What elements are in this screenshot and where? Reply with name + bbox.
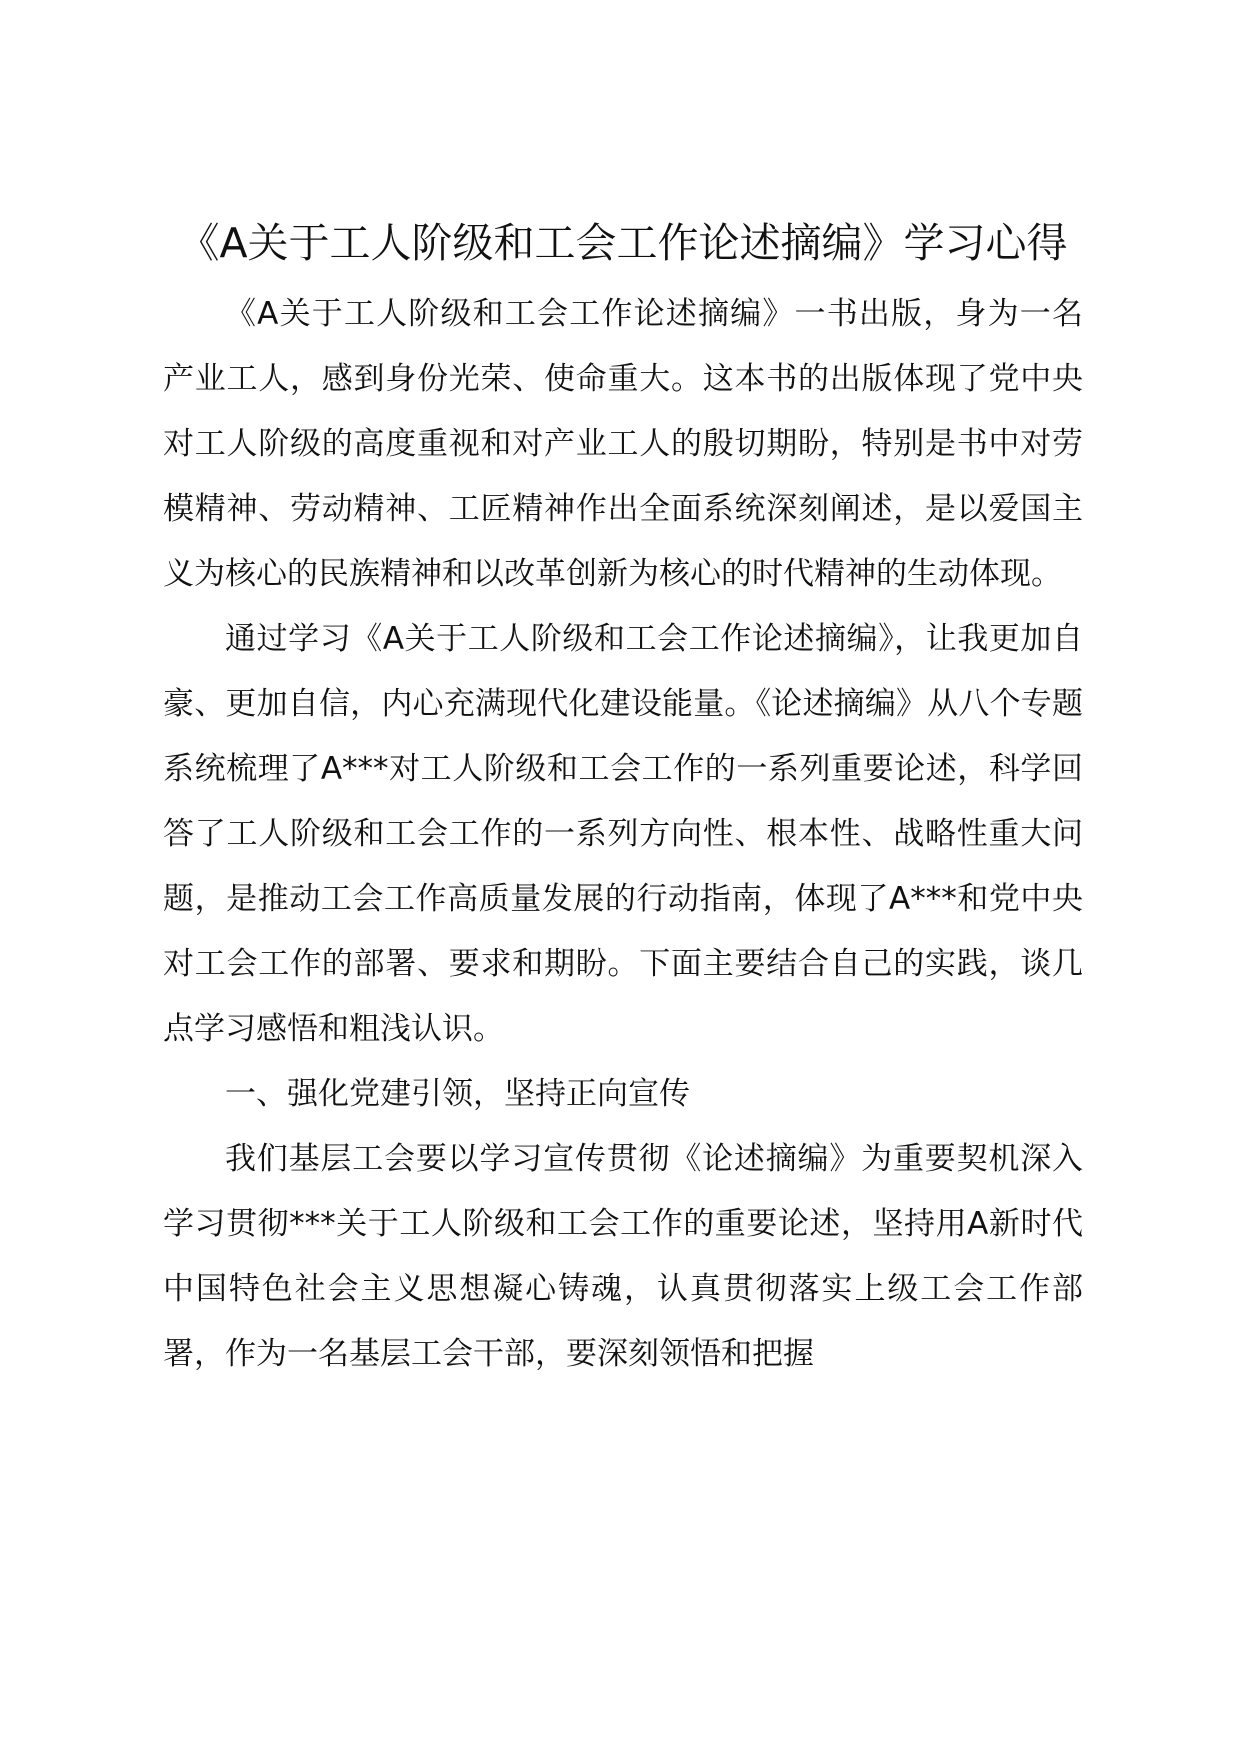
paragraph-study: 通过学习《A关于工人阶级和工会工作论述摘编》，让我更加自豪、更加自信，内心充满现代化建设能量。《论述摘编》从八个专题系统梳理了A***对工人阶级和工会工作的一系列重要论述，科学回答了工人阶级和工会工作的一系列方向性、根本性、战略性重大问题，是推动工会工作高质量发展的行动指南，体现了A***和党中央对工会工作的部署、要求和期盼。下面主要结合自己的实践，谈几点学习感悟和粗浅认识。: [163, 621, 1083, 1047]
document-title: 《A关于工人阶级和工会工作论述摘编》学习心得: [178, 219, 1068, 267]
paragraph-intro: 《A关于工人阶级和工会工作论述摘编》一书出版，身为一名产业工人，感到身份光荣、使命重大。这本书的出版体现了党中央对工人阶级的高度重视和对产业工人的殷切期盼，特别是书中对劳模精神、劳动精神、工匠精神作出全面系统深刻阐述，是以爱国主义为核心的民族精神和以改革创新为核心的时代精神的生动体现。: [163, 296, 1083, 592]
document-body: [163, 210, 1083, 1387]
paragraph-section-one: 我们基层工会要以学习宣传贯彻《论述摘编》为重要契机深入学习贯彻***关于工人阶级和工会工作的重要论述，坚持用A新时代中国特色社会主义思想凝心铸魂，认真贯彻落实上级工会工作部署，作为一名基层工会干部，要深刻领悟和把握: [163, 1141, 1083, 1372]
section-heading: 一、强化党建引领，坚持正向宣传: [225, 1076, 690, 1112]
